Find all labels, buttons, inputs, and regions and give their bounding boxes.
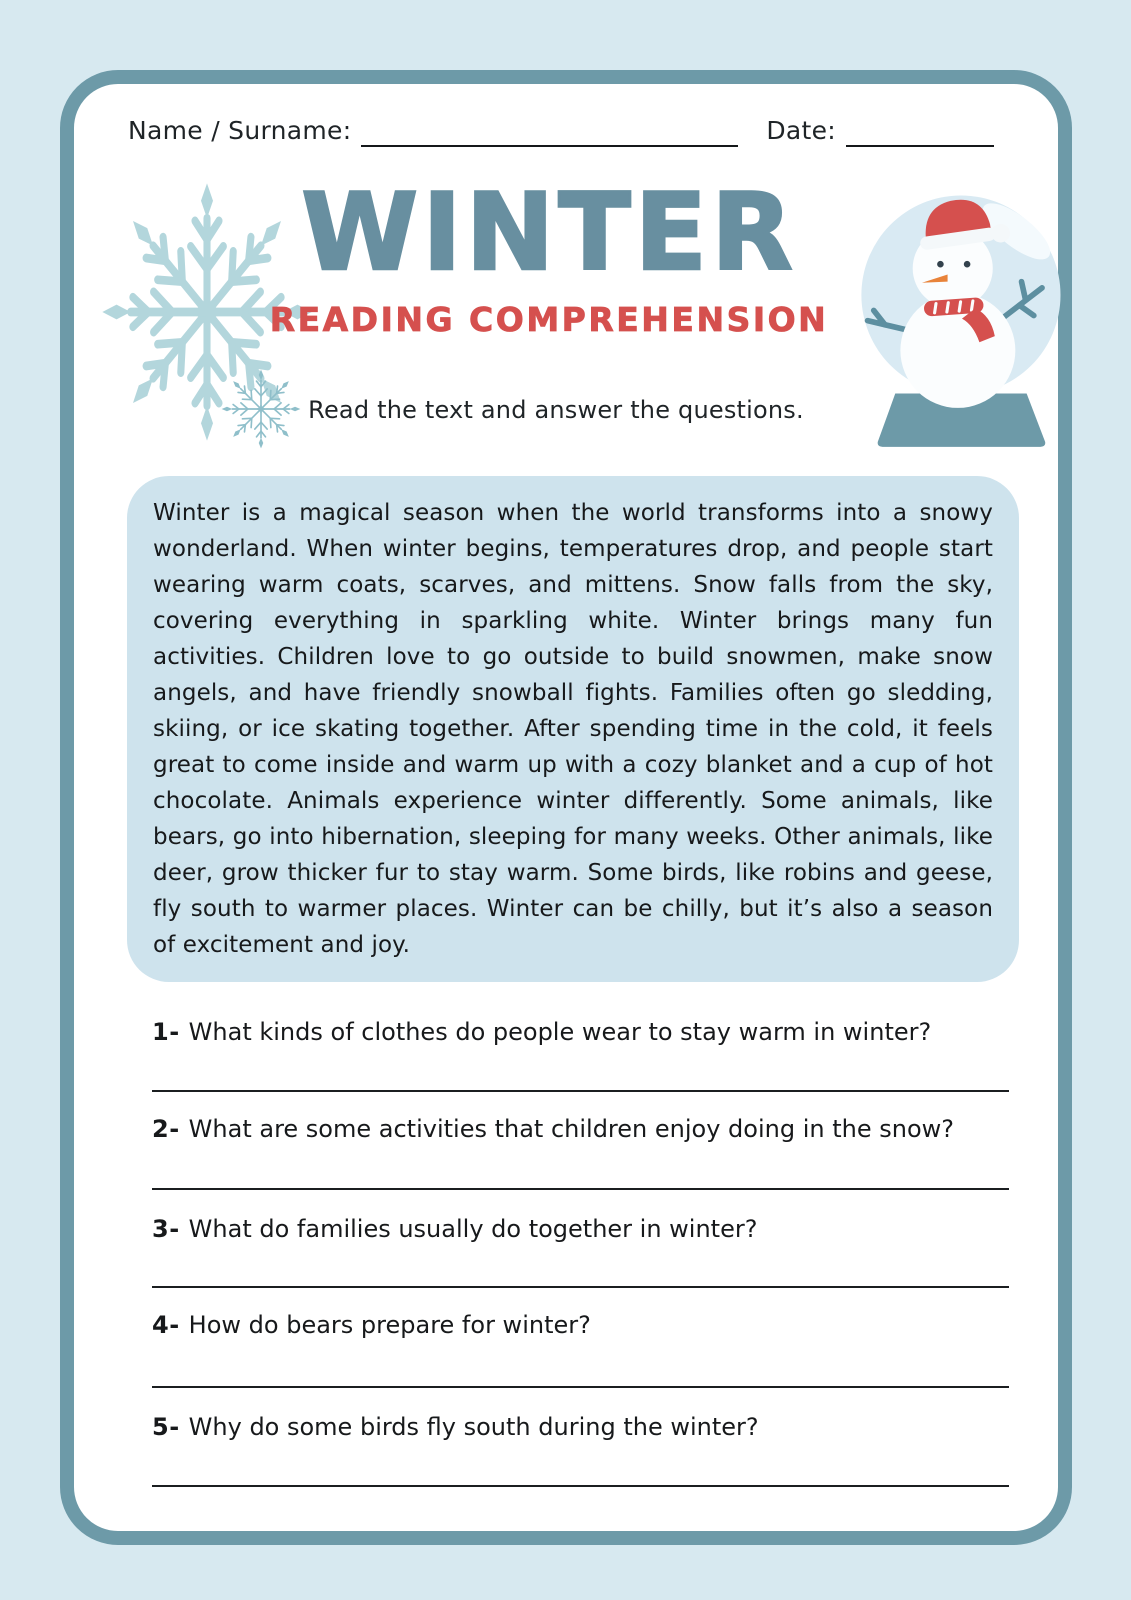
date-write-line: [846, 121, 994, 147]
question-1-text: What kinds of clothes do people wear to stay warm in winter?: [188, 1018, 932, 1046]
answer-line-4: [152, 1386, 1009, 1388]
question-5: [152, 1413, 1022, 1441]
question-3-text: What do families usually do together in winter?: [188, 1215, 758, 1243]
question-5-text: Why do some birds fly south during the winter?: [188, 1413, 759, 1441]
name-date-row: [128, 116, 994, 147]
answer-line-2: [152, 1188, 1009, 1190]
question-4-text: How do bears prepare for winter?: [188, 1311, 591, 1339]
question-4-number: 4-: [152, 1311, 180, 1339]
page-title: WINTER: [301, 171, 797, 294]
question-3-number: 3-: [152, 1215, 180, 1243]
question-3: [152, 1215, 1022, 1243]
header: [74, 171, 1024, 339]
question-4: [152, 1311, 1022, 1339]
name-write-line: [361, 121, 738, 147]
worksheet-card: [60, 70, 1072, 1545]
instruction-text: Read the text and answer the questions.: [308, 396, 804, 424]
question-2: [152, 1115, 1022, 1143]
answer-line-3: [152, 1286, 1009, 1288]
question-5-number: 5-: [152, 1413, 180, 1441]
name-label: Name / Surname:: [128, 116, 352, 145]
answer-line-5: [152, 1485, 1009, 1487]
reading-passage-text: Winter is a magical season when the world transforms into a snowy wonderland. When winter begins, temperatures drop, and people start wearing warm coats, scarves, and mittens. Snow falls from the sky, covering everything in sparkling white. Winter brings many fun activities. Children love to go outside to build snowmen, make snow angels, and have friendly snowball fights. Families often go sledding, skiing, or ice skating together. After spending time in the cold, it feels great to come inside and warm up with a cozy blanket and a cup of hot chocolate. Animals experience winter differently. Some animals, like bears, go into hibernation, sleeping for many weeks. Other animals, like deer, grow thicker fur to stay warm. Some birds, like robins and geese, fly south to warmer places. Winter can be chilly, but it’s also a season of excitement and joy.: [153, 500, 993, 958]
question-1: [152, 1018, 1022, 1046]
question-2-number: 2-: [152, 1115, 180, 1143]
question-1-number: 1-: [152, 1018, 180, 1046]
date-label: Date:: [766, 116, 836, 145]
answer-line-1: [152, 1090, 1009, 1092]
reading-passage-box: [127, 476, 1019, 982]
question-2-text: What are some activities that children enjoy doing in the snow?: [188, 1115, 954, 1143]
page-subtitle: READING COMPREHENSION: [269, 300, 829, 339]
